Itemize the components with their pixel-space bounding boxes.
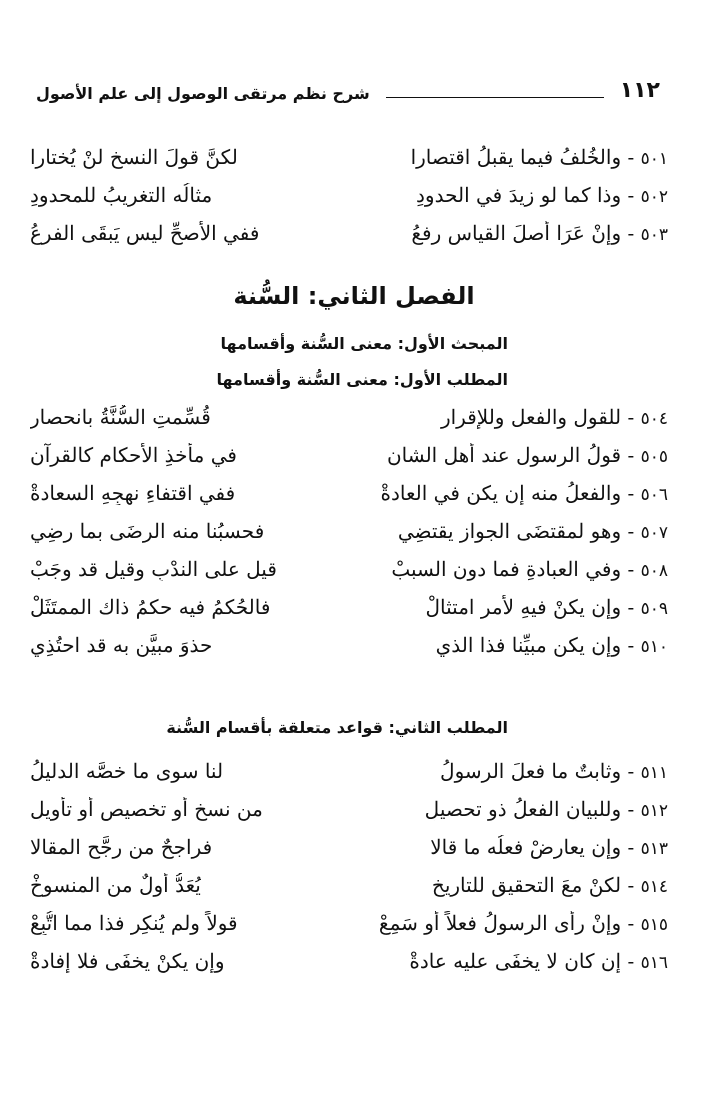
verse-second-hemistich: في مأخذِ الأحكامِ كالقرآنِ: [30, 443, 237, 467]
verse-second-hemistich: فالحُكمُ فيه حكمُ ذاك الممتَثَلْ: [30, 595, 271, 619]
verse-second-hemistich: حذوَ مبيَّنٍ به قد احتُذِي: [30, 633, 213, 657]
verse-first-hemistich: ٥١٤ - لكنْ معَ التحقيقِ للتاريخِ: [431, 873, 668, 897]
verse-first-hemistich: ٥١٣ - وإن يعارضْ فعلُه ما قالا: [430, 835, 668, 859]
verse-number: ٥١٠: [640, 637, 668, 657]
verse-number: ٥٠٩: [640, 599, 668, 619]
verse-number: ٥١٣: [640, 839, 668, 859]
verse-first-hemistich: ٥٠٧ - وهو لمقتضَى الجوازِ يقتضِي: [397, 519, 668, 543]
verse-second-hemistich: ففي الأصحِّ ليس يَبقَى الفرعُ: [30, 221, 260, 245]
verse-second-hemistich: فحسبُنا منه الرضَى بما رضِي: [30, 519, 265, 543]
verse-first-hemistich: ٥١١ - وثابتٌ ما فعلَ الرسولُ: [440, 759, 668, 783]
section-heading: المبحث الأول: معنى السُّنة وأقسامها: [220, 334, 508, 353]
book-title: شرح نظم مرتقى الوصول إلى علم الأصول: [36, 84, 370, 103]
verse-first-hemistich: ٥٠٩ - وإن يكنْ فيهِ لأمرِ امتثالْ: [425, 595, 668, 619]
verse-number: ٥١٦: [640, 953, 668, 973]
verse-line: [30, 626, 668, 664]
verse-number: ٥١١: [640, 763, 668, 783]
verse-second-hemistich: من نسخٍ أو تخصيصٍ أو تأويلِ: [30, 797, 263, 821]
verse-line: [30, 550, 668, 588]
verse-number: ٥١٢: [640, 801, 668, 821]
verse-line: [30, 214, 668, 252]
verse-second-hemistich: يُعَدُّ أولٌ من المنسوخْ: [30, 873, 201, 897]
verse-second-hemistich: مثالُه التغريبُ للمحدودِ: [30, 183, 213, 207]
verses-middle: [30, 398, 668, 664]
page-number: ١١٢: [619, 78, 660, 103]
verse-first-hemistich: ٥٠٣ - وإنْ عَرَا أصلَ القياسِ رفعُ: [411, 221, 668, 245]
verse-number: ٥٠٢: [640, 187, 668, 207]
verse-number: ٥٠٦: [640, 485, 668, 505]
verse-first-hemistich: ٥١٠ - وإن يكن مبيِّنا فذا الذي: [435, 633, 668, 657]
chapter-heading: الفصل الثاني: السُّنة: [233, 282, 475, 310]
verse-line: [30, 790, 668, 828]
verses-top: [30, 138, 668, 252]
subsection-heading: المطلب الثاني: قواعد متعلقة بأقسام السُّنة: [166, 718, 508, 737]
subsection-heading: المطلب الأول: معنى السُّنة وأقسامها: [216, 370, 508, 389]
verse-first-hemistich: ٥٠٨ - وفي العبادةِ فما دون السببْ: [391, 557, 668, 581]
verse-second-hemistich: وإن يكنْ يخفَى فلا إفادةْ: [30, 949, 225, 973]
verse-number: ٥١٤: [640, 877, 668, 897]
verse-line: [30, 512, 668, 550]
verse-second-hemistich: قولاً ولم يُنكِر فذا مما اتُّبِعْ: [30, 911, 238, 935]
verse-number: ٥٠٣: [640, 225, 668, 245]
verse-first-hemistich: ٥٠٥ - قولُ الرسولِ عند أهلِ الشانِ: [386, 443, 668, 467]
verse-first-hemistich: ٥٠٦ - والفعلُ منه إن يكن في العادةْ: [380, 481, 668, 505]
verse-number: ٥٠١: [640, 149, 668, 169]
verse-number: ٥٠٨: [640, 561, 668, 581]
verse-second-hemistich: فراجحٌ من رجَّح المقالا: [30, 835, 213, 859]
verse-number: ٥٠٥: [640, 447, 668, 467]
verse-first-hemistich: ٥١٦ - إن كان لا يخفَى عليه عادةْ: [409, 949, 668, 973]
verse-line: [30, 942, 668, 980]
verse-second-hemistich: ففي اقتفاءِ نهجِهِ السعادةْ: [30, 481, 236, 505]
verse-first-hemistich: ٥٠٤ - للقولِ والفعلِ وللإقرارِ: [440, 405, 668, 429]
verse-line: [30, 828, 668, 866]
header-rule: [386, 97, 604, 98]
verse-line: [30, 752, 668, 790]
verse-line: [30, 176, 668, 214]
verse-line: [30, 866, 668, 904]
running-header: [36, 72, 660, 106]
verse-second-hemistich: لنا سوى ما خصَّه الدليلُ: [30, 759, 224, 783]
verse-line: [30, 436, 668, 474]
verses-bottom: [30, 752, 668, 980]
verse-line: [30, 398, 668, 436]
verse-number: ٥٠٤: [640, 409, 668, 429]
verse-first-hemistich: ٥٠١ - والخُلفُ فيما يقبلُ اقتصارا: [410, 145, 668, 169]
verse-line: [30, 474, 668, 512]
verse-number: ٥١٥: [640, 915, 668, 935]
verse-second-hemistich: قُسِّمتِ السُّنَّةُ بانحصارِ: [30, 405, 211, 429]
verse-first-hemistich: ٥١٥ - وإنْ رأى الرسولُ فعلاً أو سَمِعْ: [378, 911, 668, 935]
verse-line: [30, 138, 668, 176]
verse-line: [30, 904, 668, 942]
verse-first-hemistich: ٥٠٢ - وذا كما لو زِيدَ في الحدودِ: [416, 183, 668, 207]
verse-first-hemistich: ٥١٢ - وللبيانِ الفعلُ ذو تحصيلِ: [424, 797, 668, 821]
verse-line: [30, 588, 668, 626]
verse-number: ٥٠٧: [640, 523, 668, 543]
verse-second-hemistich: لكنَّ قولَ النسخ لنْ يُختارا: [30, 145, 238, 169]
verse-second-hemistich: قيل على الندْبِ وقيل قد وجَبْ: [30, 557, 277, 581]
